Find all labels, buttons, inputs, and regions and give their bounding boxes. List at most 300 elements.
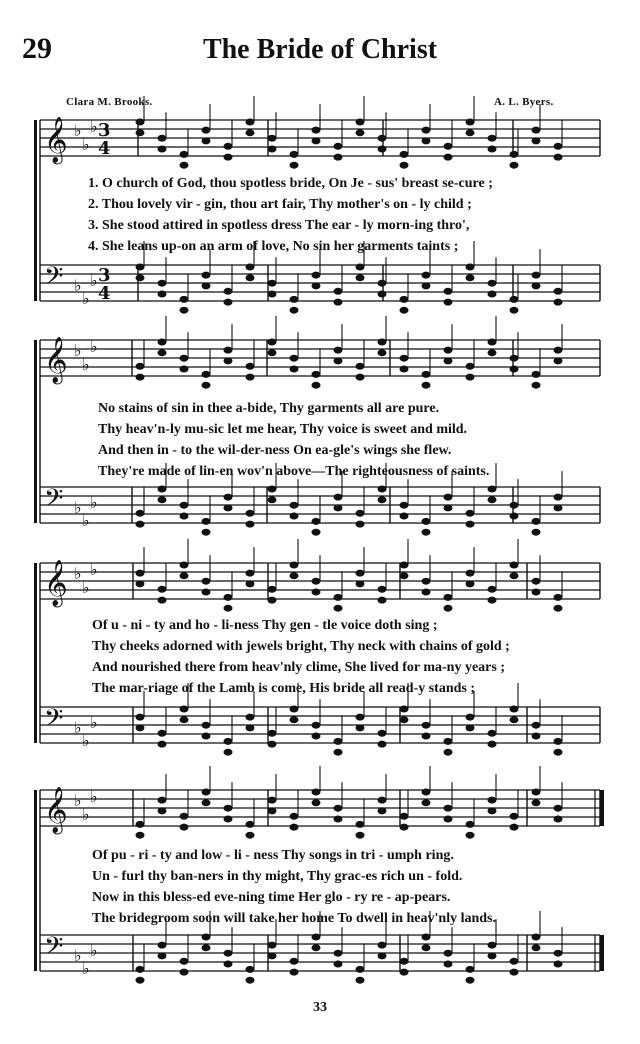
note-head (400, 572, 409, 579)
note-head (444, 494, 453, 501)
note-head (356, 510, 365, 517)
note-head (246, 821, 255, 828)
note-head (378, 486, 387, 493)
note-head (158, 146, 167, 153)
note-head (488, 807, 497, 814)
note-head (378, 730, 387, 737)
note-head (422, 934, 431, 941)
flat-icon: ♭ (74, 341, 82, 360)
time-signature: 3 (98, 265, 111, 286)
note-head (378, 280, 387, 287)
note-head (136, 119, 145, 126)
note-head (334, 299, 343, 306)
note-head (202, 789, 211, 796)
note-head (466, 129, 475, 136)
note-head (180, 502, 189, 509)
note-head (488, 586, 497, 593)
lyric-line: The bridegroom soon will take her home To dwell in heav'nly lands. (92, 911, 496, 926)
note-head (246, 521, 255, 528)
note-head (356, 832, 365, 839)
note-head (444, 504, 453, 511)
note-head (268, 807, 277, 814)
flat-icon: ♭ (74, 791, 82, 810)
note-head (400, 824, 409, 831)
note-head (290, 706, 299, 713)
note-head (510, 706, 519, 713)
note-head (334, 143, 343, 150)
note-head (290, 562, 299, 569)
note-head (180, 572, 189, 579)
note-head (224, 347, 233, 354)
note-head (268, 349, 277, 356)
note-head (158, 730, 167, 737)
note-head (290, 824, 299, 831)
note-head (466, 580, 475, 587)
note-head (202, 589, 211, 596)
note-head (356, 521, 365, 528)
bass-clef-icon: 𝄢 (44, 262, 64, 297)
note-head (290, 162, 299, 169)
note-head (422, 799, 431, 806)
note-head (202, 529, 211, 536)
note-head (136, 832, 145, 839)
note-head (224, 154, 233, 161)
note-head (554, 961, 563, 968)
note-head (180, 366, 189, 373)
note-head (400, 969, 409, 976)
note-head (202, 382, 211, 389)
note-head (268, 486, 277, 493)
note-head (224, 805, 233, 812)
note-head (444, 357, 453, 364)
note-head (246, 832, 255, 839)
note-head (312, 127, 321, 134)
flat-icon: ♭ (74, 276, 82, 295)
note-head (136, 966, 145, 973)
note-head (378, 339, 387, 346)
note-head (334, 961, 343, 968)
note-head (290, 307, 299, 314)
note-head (532, 578, 541, 585)
note-head (378, 952, 387, 959)
note-head (356, 714, 365, 721)
flat-icon: ♭ (90, 787, 98, 806)
note-head (510, 824, 519, 831)
note-head (466, 274, 475, 281)
note-head (532, 127, 541, 134)
note-head (554, 749, 563, 756)
note-head (180, 706, 189, 713)
note-head (334, 816, 343, 823)
note-head (422, 722, 431, 729)
note-head (422, 589, 431, 596)
note-head (136, 724, 145, 731)
note-head (246, 264, 255, 271)
note-head (202, 371, 211, 378)
note-head (488, 496, 497, 503)
note-head (444, 950, 453, 957)
note-head (488, 280, 497, 287)
note-head (202, 518, 211, 525)
note-head (268, 797, 277, 804)
note-head (378, 797, 387, 804)
note-head (312, 934, 321, 941)
note-head (246, 363, 255, 370)
note-head (158, 135, 167, 142)
note-head (510, 813, 519, 820)
note-head (180, 969, 189, 976)
note-head (202, 799, 211, 806)
note-head (136, 521, 145, 528)
note-head (422, 282, 431, 289)
note-head (312, 382, 321, 389)
note-head (356, 580, 365, 587)
note-head (246, 374, 255, 381)
note-head (158, 339, 167, 346)
note-head (532, 529, 541, 536)
note-head (268, 496, 277, 503)
note-head (312, 789, 321, 796)
note-head (356, 129, 365, 136)
note-head (422, 789, 431, 796)
note-head (246, 714, 255, 721)
note-head (246, 129, 255, 136)
note-head (224, 504, 233, 511)
note-head (312, 272, 321, 279)
note-head (510, 151, 519, 158)
note-head (356, 570, 365, 577)
note-head (422, 371, 431, 378)
note-head (466, 966, 475, 973)
note-head (378, 597, 387, 604)
note-head (356, 374, 365, 381)
note-head (356, 966, 365, 973)
note-head (554, 805, 563, 812)
note-head (180, 162, 189, 169)
note-head (158, 741, 167, 748)
note-head (224, 816, 233, 823)
lyric-line: 1. O church of God, thou spotless bride, On Je - sus' breast se-cure ; (88, 176, 493, 191)
flat-icon: ♭ (90, 271, 98, 290)
note-head (202, 578, 211, 585)
flat-icon: ♭ (74, 564, 82, 583)
lyric-line: And then in - to the wil-der-ness On ea-gle's wings she flew. (98, 443, 452, 458)
note-head (488, 339, 497, 346)
note-head (136, 510, 145, 517)
note-head (510, 969, 519, 976)
note-head (510, 562, 519, 569)
note-head (180, 513, 189, 520)
flat-icon: ♭ (82, 511, 90, 530)
note-head (378, 496, 387, 503)
note-head (466, 521, 475, 528)
final-barline-thick (600, 935, 604, 971)
note-head (334, 494, 343, 501)
note-head (290, 502, 299, 509)
note-head (488, 741, 497, 748)
note-head (466, 832, 475, 839)
note-head (488, 952, 497, 959)
note-head (268, 942, 277, 949)
note-head (334, 594, 343, 601)
note-head (554, 357, 563, 364)
note-head (422, 127, 431, 134)
lyrics-block-1 (88, 173, 493, 257)
note-head (312, 589, 321, 596)
note-head (510, 366, 519, 373)
page-number: 33 (313, 1000, 327, 1015)
lyric-line: 4. She leans up-on an arm of love, No sin her garments taints ; (88, 239, 459, 254)
lyric-line: And nourished there from heav'nly clime, She lived for ma-ny years ; (92, 660, 505, 675)
note-head (554, 738, 563, 745)
note-head (246, 966, 255, 973)
note-head (532, 282, 541, 289)
note-head (224, 494, 233, 501)
system-bracket (34, 563, 37, 743)
note-head (422, 272, 431, 279)
note-head (532, 789, 541, 796)
note-head (532, 944, 541, 951)
note-head (334, 749, 343, 756)
note-head (378, 135, 387, 142)
note-head (466, 264, 475, 271)
note-head (488, 486, 497, 493)
note-head (158, 291, 167, 298)
note-head (554, 154, 563, 161)
note-head (334, 950, 343, 957)
note-head (158, 280, 167, 287)
note-head (312, 371, 321, 378)
final-barline-thick (600, 790, 604, 826)
note-head (422, 578, 431, 585)
note-head (202, 944, 211, 951)
note-head (180, 355, 189, 362)
note-head (356, 821, 365, 828)
note-head (202, 733, 211, 740)
note-head (422, 382, 431, 389)
note-head (334, 738, 343, 745)
note-head (224, 143, 233, 150)
note-head (158, 942, 167, 949)
flat-icon: ♭ (90, 337, 98, 356)
note-head (356, 274, 365, 281)
note-head (444, 299, 453, 306)
note-head (466, 119, 475, 126)
note-head (444, 143, 453, 150)
note-head (290, 513, 299, 520)
note-head (268, 597, 277, 604)
treble-clef-icon: 𝄞 (44, 117, 68, 163)
note-head (532, 382, 541, 389)
lyric-line: The mar-riage of the Lamb is come, His bride all read-y stands ; (92, 681, 476, 696)
note-head (224, 749, 233, 756)
note-head (136, 977, 145, 984)
note-head (290, 969, 299, 976)
note-head (136, 570, 145, 577)
note-head (180, 562, 189, 569)
note-head (224, 950, 233, 957)
note-head (488, 797, 497, 804)
note-head (268, 730, 277, 737)
system-bracket (34, 120, 37, 301)
note-head (444, 738, 453, 745)
note-head (400, 958, 409, 965)
note-head (180, 307, 189, 314)
note-head (400, 307, 409, 314)
note-head (246, 119, 255, 126)
hymn-title: The Bride of Christ (202, 34, 438, 65)
note-head (158, 486, 167, 493)
note-head (532, 371, 541, 378)
note-head (378, 291, 387, 298)
note-head (400, 355, 409, 362)
note-head (356, 724, 365, 731)
note-head (268, 291, 277, 298)
note-head (378, 807, 387, 814)
note-head (510, 572, 519, 579)
note-head (290, 716, 299, 723)
note-head (136, 264, 145, 271)
note-head (400, 706, 409, 713)
note-head (268, 146, 277, 153)
note-head (510, 162, 519, 169)
note-head (224, 288, 233, 295)
note-head (422, 944, 431, 951)
lyrics-block-2 (98, 398, 489, 482)
note-head (158, 496, 167, 503)
bass-clef-icon: 𝄢 (44, 932, 64, 967)
note-head (136, 129, 145, 136)
time-signature: 4 (98, 138, 111, 159)
note-head (136, 714, 145, 721)
note-head (312, 799, 321, 806)
lyrics-block-4 (92, 845, 496, 929)
flat-icon: ♭ (90, 713, 98, 732)
lyric-line: 2. Thou lovely vir - gin, thou art fair, Thy mother's on - ly child ; (88, 197, 472, 212)
note-head (246, 510, 255, 517)
note-head (444, 961, 453, 968)
flat-icon: ♭ (90, 117, 98, 136)
flat-icon: ♭ (82, 289, 90, 308)
flat-icon: ♭ (90, 560, 98, 579)
note-head (444, 749, 453, 756)
note-head (378, 349, 387, 356)
note-head (466, 724, 475, 731)
note-head (466, 821, 475, 828)
note-head (444, 605, 453, 612)
composer-credit: A. L. Byers. (494, 96, 554, 108)
note-head (466, 714, 475, 721)
note-head (158, 952, 167, 959)
note-head (246, 724, 255, 731)
note-head (290, 151, 299, 158)
lyric-line: Of pu - ri - ty and low - li - ness Thy songs in tri - umph ring. (92, 848, 454, 863)
lyric-line: Thy heav'n-ly mu-sic let me hear, Thy voice is sweet and mild. (98, 422, 468, 437)
note-head (312, 137, 321, 144)
note-head (554, 288, 563, 295)
note-head (334, 288, 343, 295)
lyric-line: 3. She stood attired in spotless dress The ear - ly morn-ing thro', (88, 218, 470, 233)
note-head (510, 355, 519, 362)
note-head (334, 357, 343, 364)
note-head (356, 363, 365, 370)
note-head (378, 942, 387, 949)
flat-icon: ♭ (82, 355, 90, 374)
note-head (356, 264, 365, 271)
note-head (532, 934, 541, 941)
note-head (510, 716, 519, 723)
flat-icon: ♭ (82, 731, 90, 750)
note-head (400, 513, 409, 520)
note-head (510, 307, 519, 314)
note-head (356, 119, 365, 126)
note-head (444, 594, 453, 601)
note-head (554, 347, 563, 354)
note-head (444, 805, 453, 812)
lyric-line: Thy cheeks adorned with jewels bright, Thy neck with chains of gold ; (92, 639, 510, 654)
note-head (488, 135, 497, 142)
note-head (466, 977, 475, 984)
note-head (224, 594, 233, 601)
note-head (532, 799, 541, 806)
note-head (158, 807, 167, 814)
flat-icon: ♭ (82, 805, 90, 824)
note-head (180, 958, 189, 965)
note-head (268, 339, 277, 346)
treble-clef-icon: 𝄞 (44, 337, 68, 383)
treble-clef-icon: 𝄞 (44, 787, 68, 833)
note-head (510, 296, 519, 303)
note-head (400, 162, 409, 169)
note-head (290, 572, 299, 579)
note-head (466, 570, 475, 577)
note-head (532, 137, 541, 144)
note-head (334, 504, 343, 511)
note-head (180, 824, 189, 831)
note-head (312, 578, 321, 585)
note-head (158, 349, 167, 356)
note-head (488, 291, 497, 298)
note-head (334, 805, 343, 812)
note-head (554, 299, 563, 306)
note-head (224, 961, 233, 968)
system-bracket (34, 340, 37, 523)
note-head (224, 357, 233, 364)
flat-icon: ♭ (74, 121, 82, 140)
lyrics-block-3 (92, 615, 510, 699)
note-head (532, 733, 541, 740)
note-head (378, 146, 387, 153)
note-head (312, 722, 321, 729)
note-head (400, 151, 409, 158)
flat-icon: ♭ (74, 718, 82, 737)
note-head (400, 502, 409, 509)
note-head (400, 296, 409, 303)
note-head (158, 586, 167, 593)
note-head (422, 733, 431, 740)
time-signature: 3 (98, 120, 111, 141)
note-head (290, 355, 299, 362)
note-head (466, 374, 475, 381)
note-head (378, 586, 387, 593)
note-head (246, 570, 255, 577)
note-head (158, 797, 167, 804)
note-head (422, 518, 431, 525)
note-head (488, 349, 497, 356)
note-head (444, 816, 453, 823)
note-head (466, 363, 475, 370)
note-head (554, 605, 563, 612)
